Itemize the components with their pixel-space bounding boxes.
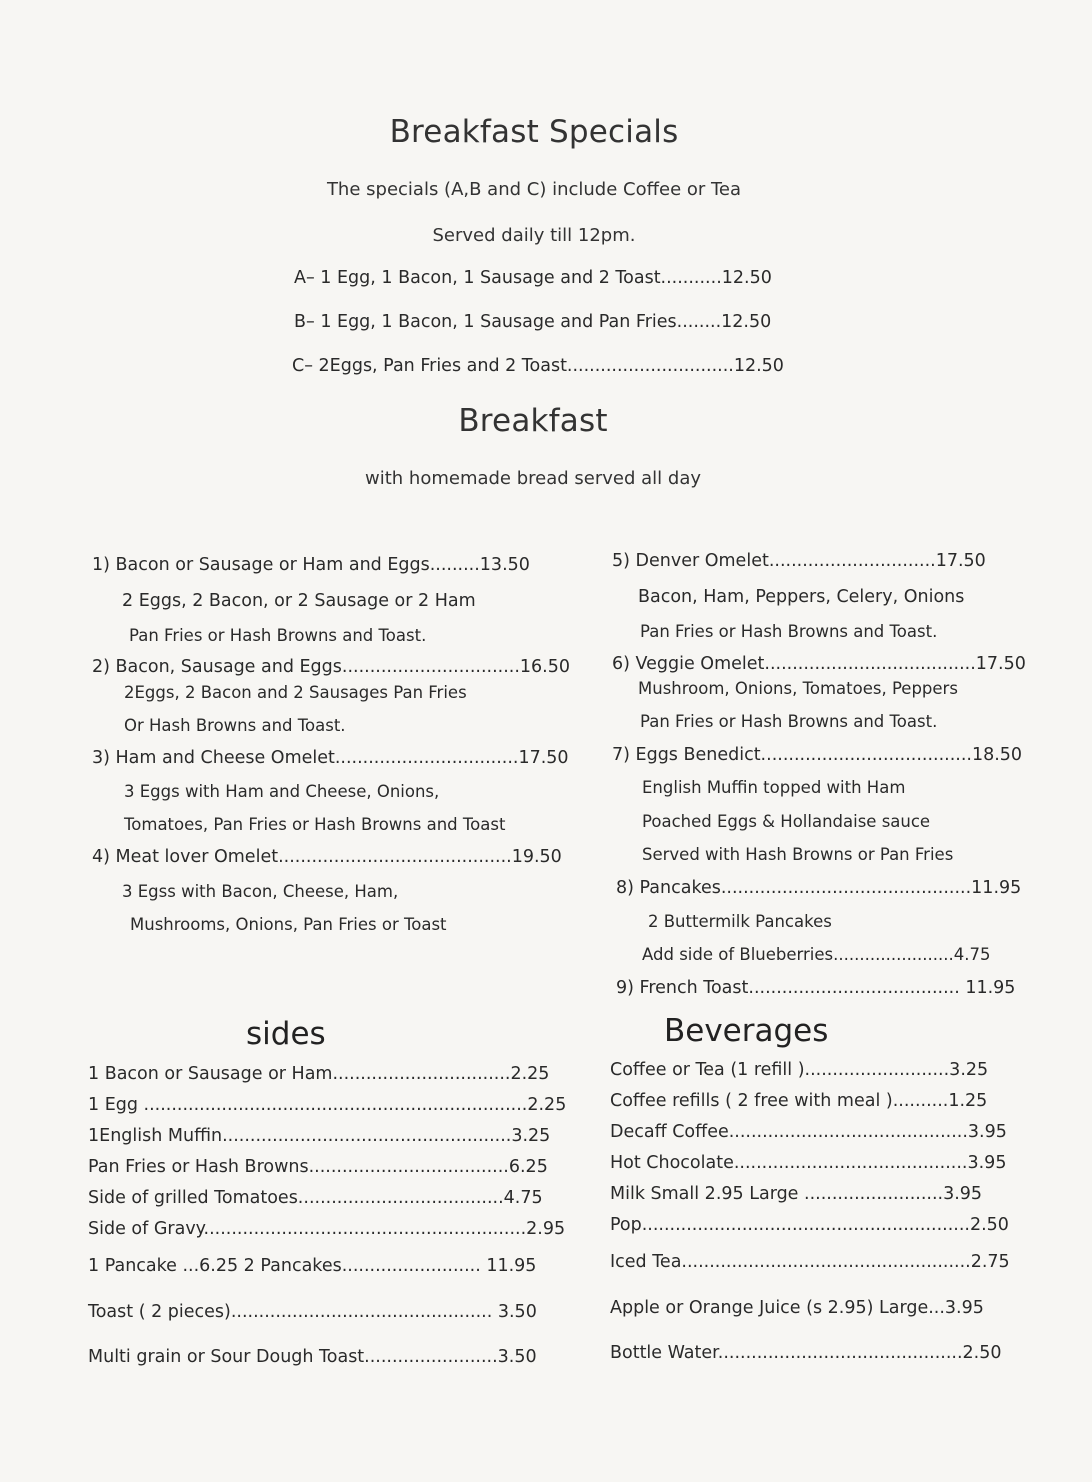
menu-item-desc: Pan Fries or Hash Browns and Toast. [640,712,938,731]
beverage-item: Hot Chocolate..........................................3.95 [610,1153,1007,1173]
beverage-item: Coffee or Tea (1 refill )..........................3.25 [610,1060,989,1080]
beverages-title: Beverages [664,1013,829,1049]
side-item: Side of grilled Tomatoes.....................................4.75 [88,1188,543,1208]
menu-item-desc: English Muffin topped with Ham [642,778,906,797]
side-item: Multi grain or Sour Dough Toast........................3.50 [88,1347,537,1367]
menu-item-title: 9) French Toast...................................... 11.95 [616,978,1016,998]
side-item: 1 Bacon or Sausage or Ham................................2.25 [88,1064,550,1084]
side-item: 1 Pancake ...6.25 2 Pancakes......................... 11.95 [88,1256,537,1276]
menu-item-desc: 2 Buttermilk Pancakes [648,912,832,931]
side-item: 1 Egg .....................................................................2.25 [88,1095,567,1115]
menu-item-title: 6) Veggie Omelet......................................17.50 [612,654,1026,674]
beverage-item: Decaff Coffee...........................................3.95 [610,1122,1007,1142]
special-item-b: B– 1 Egg, 1 Bacon, 1 Sausage and Pan Fries........12.50 [294,312,772,332]
menu-item-desc: 3 Egss with Bacon, Cheese, Ham, [122,882,399,901]
menu-item-title: 5) Denver Omelet..............................17.50 [612,551,986,571]
special-item-c: C– 2Eggs, Pan Fries and 2 Toast..............................12.50 [292,356,784,376]
menu-item-desc: Or Hash Browns and Toast. [124,716,346,735]
menu-item-title: 3) Ham and Cheese Omelet.................................17.50 [92,748,569,768]
menu-item-desc: 2 Eggs, 2 Bacon, or 2 Sausage or 2 Ham [122,591,476,611]
beverage-item: Pop...........................................................2.50 [610,1215,1009,1235]
menu-item-desc: Add side of Blueberries.......................4.75 [642,945,991,964]
menu-item-title: 1) Bacon or Sausage or Ham and Eggs.........13.50 [92,555,530,575]
side-item: Toast ( 2 pieces)............................................... 3.50 [88,1302,537,1322]
menu-item-desc: Pan Fries or Hash Browns and Toast. [129,626,427,645]
beverage-item: Apple or Orange Juice (s 2.95) Large...3.95 [610,1298,984,1318]
side-item: 1English Muffin....................................................3.25 [88,1126,551,1146]
side-item: Side of Gravy..........................................................2.95 [88,1219,566,1239]
specials-subtitle-2: Served daily till 12pm. [432,225,636,246]
menu-item-desc: Bacon, Ham, Peppers, Celery, Onions [638,587,965,607]
special-item-a: A– 1 Egg, 1 Bacon, 1 Sausage and 2 Toast...........12.50 [294,268,772,288]
menu-item-desc: 2Eggs, 2 Bacon and 2 Sausages Pan Fries [124,683,467,702]
menu-item-title: 4) Meat lover Omelet..........................................19.50 [92,847,562,867]
menu-item-desc: Mushrooms, Onions, Pan Fries or Toast [130,915,447,934]
menu-item-desc: Tomatoes, Pan Fries or Hash Browns and Toast [124,815,506,834]
specials-title: Breakfast Specials [389,114,679,150]
menu-item-title: 7) Eggs Benedict......................................18.50 [612,745,1023,765]
breakfast-subtitle: with homemade bread served all day [365,468,701,489]
beverage-item: Bottle Water............................................2.50 [610,1343,1002,1363]
menu-item-desc: Pan Fries or Hash Browns and Toast. [640,622,938,641]
specials-subtitle-1: The specials (A,B and C) include Coffee or Tea [326,179,742,200]
beverage-item: Coffee refills ( 2 free with meal )..........1.25 [610,1091,988,1111]
breakfast-title: Breakfast [458,403,608,439]
menu-item-desc: Poached Eggs & Hollandaise sauce [642,812,931,831]
menu-item-desc: Mushroom, Onions, Tomatoes, Peppers [638,679,958,698]
menu-item-desc: Served with Hash Browns or Pan Fries [642,845,954,864]
menu-item-title: 8) Pancakes.............................................11.95 [616,878,1022,898]
menu-item-title: 2) Bacon, Sausage and Eggs................................16.50 [92,657,570,677]
menu-item-desc: 3 Eggs with Ham and Cheese, Onions, [124,782,440,801]
sides-title: sides [246,1016,326,1052]
side-item: Pan Fries or Hash Browns....................................6.25 [88,1157,548,1177]
beverage-item: Milk Small 2.95 Large .........................3.95 [610,1184,983,1204]
beverage-item: Iced Tea....................................................2.75 [610,1252,1010,1272]
